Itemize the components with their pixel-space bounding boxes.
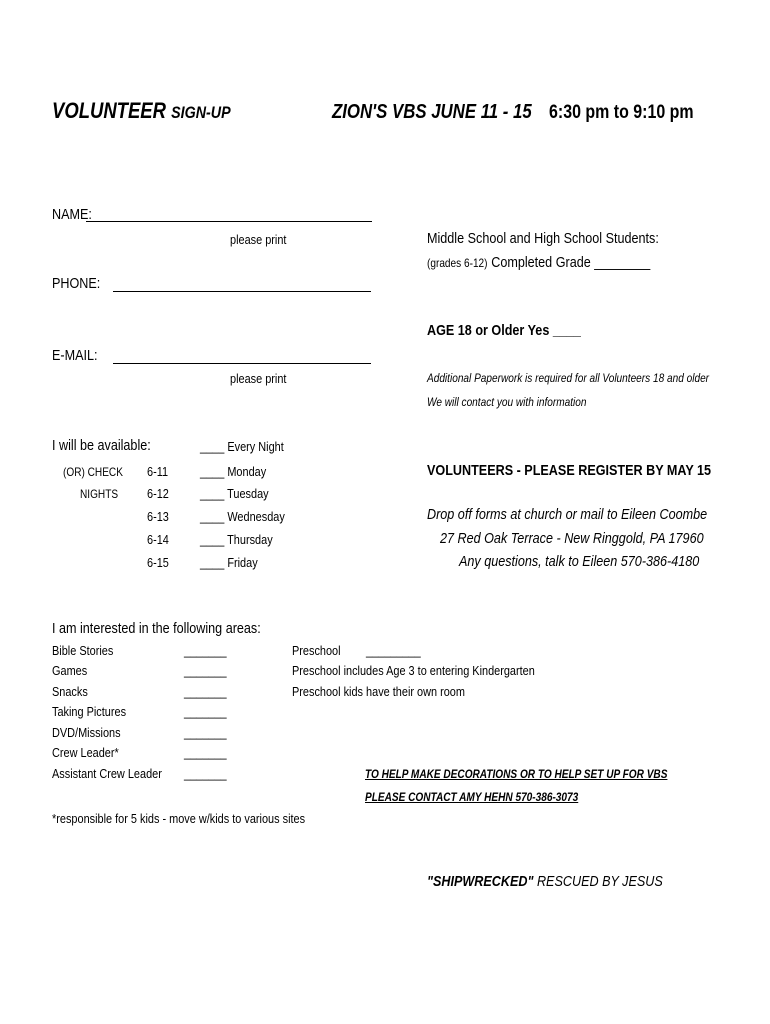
interest-item: DVD/Missions bbox=[52, 725, 121, 740]
night-option-thursday: ____ Thursday bbox=[200, 532, 273, 547]
name-hint: please print bbox=[230, 232, 287, 247]
title-sub: SIGN-UP bbox=[171, 103, 231, 122]
night-option-tuesday: ____ Tuesday bbox=[200, 486, 269, 501]
form-title bbox=[52, 100, 231, 122]
crew-leader-footnote: *responsible for 5 kids - move w/kids to various sites bbox=[52, 811, 306, 826]
theme-bold: "SHIPWRECKED" bbox=[427, 873, 534, 890]
interest-item: Bible Stories bbox=[52, 643, 114, 658]
night-date: 6-11 bbox=[147, 464, 169, 479]
night-option-monday: ____ Monday bbox=[200, 464, 267, 479]
email-field[interactable] bbox=[113, 363, 371, 364]
register-line-2: 27 Red Oak Terrace - New Ringgold, PA 17960 bbox=[440, 530, 704, 547]
decorations-line-1: TO HELP MAKE DECORATIONS OR TO HELP SET UP FOR VBS bbox=[365, 767, 668, 781]
every-night-option: ____ Every Night bbox=[200, 439, 284, 454]
interest-item: Taking Pictures bbox=[52, 704, 127, 719]
interest-blank: _______ bbox=[184, 643, 227, 658]
interest-blank: _______ bbox=[184, 725, 227, 740]
title-main: VOLUNTEER bbox=[52, 98, 166, 123]
night-option-friday: ____ Friday bbox=[200, 555, 258, 570]
interest-blank: _______ bbox=[184, 684, 227, 699]
interest-item: Crew Leader* bbox=[52, 745, 119, 760]
availability-label: I will be available: bbox=[52, 437, 151, 454]
grades-range: (grades 6-12) bbox=[427, 256, 488, 270]
interest-item: Games bbox=[52, 663, 88, 678]
night-option-wednesday: ____ Wednesday bbox=[200, 509, 285, 524]
name-label: NAME: bbox=[52, 206, 92, 223]
nights-label: NIGHTS bbox=[80, 487, 119, 501]
students-heading: Middle School and High School Students: bbox=[427, 230, 659, 247]
phone-field[interactable] bbox=[113, 291, 371, 292]
interest-blank: _______ bbox=[184, 663, 227, 678]
preschool-label: Preschool bbox=[292, 643, 341, 658]
paperwork-note: Additional Paperwork is required for all Volunteers 18 and older bbox=[427, 371, 710, 385]
email-hint: please print bbox=[230, 371, 287, 386]
interests-heading: I am interested in the following areas: bbox=[52, 620, 261, 637]
preschool-note-1: Preschool includes Age 3 to entering Kindergarten bbox=[292, 663, 535, 678]
theme-rest: RESCUED BY JESUS bbox=[533, 873, 663, 890]
register-line-1: Drop off forms at church or mail to Eileen Coombe bbox=[427, 506, 708, 523]
event-title: ZION'S VBS JUNE 11 - 15 bbox=[332, 101, 532, 123]
night-date: 6-12 bbox=[147, 486, 169, 501]
register-line-3: Any questions, talk to Eileen 570-386-4180 bbox=[459, 553, 700, 570]
interest-blank: _______ bbox=[184, 704, 227, 719]
register-heading: VOLUNTEERS - PLEASE REGISTER BY MAY 15 bbox=[427, 462, 712, 479]
or-check-label: (OR) CHECK bbox=[63, 465, 123, 479]
email-label: E-MAIL: bbox=[52, 347, 98, 364]
preschool-note-2: Preschool kids have their own room bbox=[292, 684, 465, 699]
preschool-blank: _________ bbox=[366, 643, 421, 658]
completed-grade: Completed Grade ________ bbox=[491, 254, 651, 271]
theme-line bbox=[427, 874, 663, 889]
age-check: AGE 18 or Older Yes ____ bbox=[427, 322, 581, 339]
name-field[interactable] bbox=[86, 221, 372, 222]
event-time: 6:30 pm to 9:10 pm bbox=[549, 102, 694, 123]
contact-note: We will contact you with information bbox=[427, 395, 587, 409]
interest-blank: _______ bbox=[184, 766, 227, 781]
interest-item: Assistant Crew Leader bbox=[52, 766, 162, 781]
night-date: 6-14 bbox=[147, 532, 169, 547]
phone-label: PHONE: bbox=[52, 275, 101, 292]
night-date: 6-13 bbox=[147, 509, 169, 524]
interest-blank: _______ bbox=[184, 745, 227, 760]
students-grade-line bbox=[427, 255, 650, 271]
decorations-line-2: PLEASE CONTACT AMY HEHN 570-386-3073 bbox=[365, 790, 579, 804]
night-date: 6-15 bbox=[147, 555, 169, 570]
interest-item: Snacks bbox=[52, 684, 88, 699]
